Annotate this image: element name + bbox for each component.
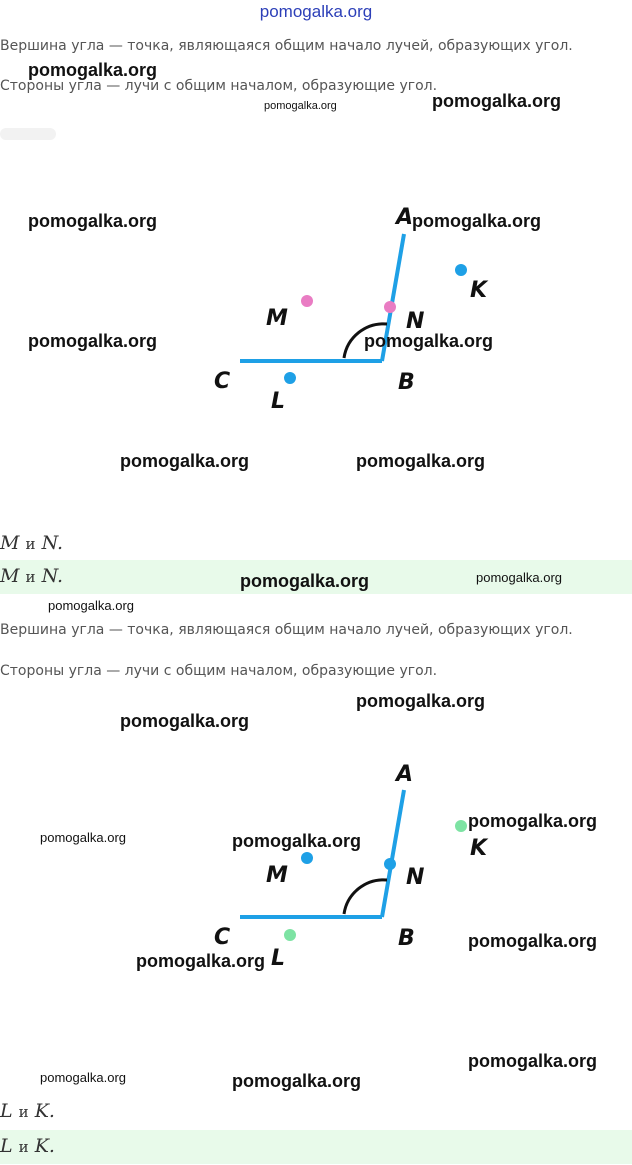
- label-n: N: [406, 309, 425, 334]
- point-k-2: [455, 820, 467, 832]
- point-l: [284, 372, 296, 384]
- definition-vertex: Вершина угла — точка, являющаяся общим начало лучей, образующих угол.: [0, 38, 573, 54]
- label-b: B: [398, 370, 415, 395]
- watermark: pomogalka.org: [28, 331, 158, 351]
- label-l-2: L: [271, 946, 286, 971]
- point-k: [455, 264, 467, 276]
- watermark: pomogalka.org: [136, 951, 266, 971]
- watermark: pomogalka.org: [48, 598, 134, 613]
- answer-2-highlight: [0, 1130, 632, 1164]
- label-k: K: [470, 278, 488, 303]
- label-k-2: K: [470, 836, 488, 861]
- watermark: pomogalka.org: [40, 830, 126, 845]
- watermark: pomogalka.org: [232, 831, 362, 851]
- watermark: pomogalka.org: [28, 211, 158, 231]
- watermark: pomogalka.org: [364, 331, 494, 351]
- point-n: [384, 301, 396, 313]
- label-b-2: B: [398, 926, 415, 951]
- watermark: pomogalka.org: [120, 451, 250, 471]
- image-edge: [0, 128, 56, 140]
- ray-ba-2: [382, 790, 404, 917]
- angle-arc-2: [344, 880, 387, 914]
- label-a-2: A: [396, 762, 414, 787]
- label-c: C: [214, 369, 231, 394]
- watermark: pomogalka.org: [468, 1051, 598, 1071]
- watermark: pomogalka.org: [264, 100, 337, 112]
- label-a: A: [396, 205, 414, 230]
- watermark: pomogalka.org: [232, 1071, 362, 1091]
- watermark: pomogalka.org: [468, 811, 598, 831]
- watermark: pomogalka.org: [476, 570, 562, 585]
- point-l-2: [284, 929, 296, 941]
- angle-figure-2: [0, 740, 632, 1070]
- watermark: pomogalka.org: [432, 91, 562, 111]
- label-n-2: N: [406, 865, 425, 890]
- answer-1: M и N.: [0, 565, 64, 587]
- definition-sides-2: Стороны угла — лучи с общим началом, образующие угол.: [0, 663, 438, 679]
- answer-2-plain: L и K.: [0, 1100, 55, 1122]
- answer-1-plain: M и N.: [0, 532, 64, 554]
- label-m: M: [266, 306, 288, 331]
- watermark: pomogalka.org: [412, 211, 542, 231]
- watermark: pomogalka.org: [240, 571, 370, 591]
- watermark: pomogalka.org: [468, 931, 598, 951]
- definition-sides: Стороны угла — лучи с общим началом, образующие угол.: [0, 78, 438, 94]
- watermark: pomogalka.org: [120, 711, 250, 731]
- point-m-2: [301, 852, 313, 864]
- site-link[interactable]: pomogalka.org: [259, 2, 373, 21]
- label-c-2: C: [214, 925, 231, 950]
- label-m-2: M: [266, 863, 288, 888]
- watermark: pomogalka.org: [40, 1070, 126, 1085]
- watermark: pomogalka.org: [356, 691, 486, 711]
- point-m: [301, 295, 313, 307]
- definition-vertex-2: Вершина угла — точка, являющаяся общим начало лучей, образующих угол.: [0, 622, 573, 638]
- watermark: pomogalka.org: [356, 451, 486, 471]
- point-n-2: [384, 858, 396, 870]
- watermark: pomogalka.org: [28, 60, 158, 80]
- answer-2: L и K.: [0, 1135, 55, 1157]
- label-l: L: [271, 389, 286, 414]
